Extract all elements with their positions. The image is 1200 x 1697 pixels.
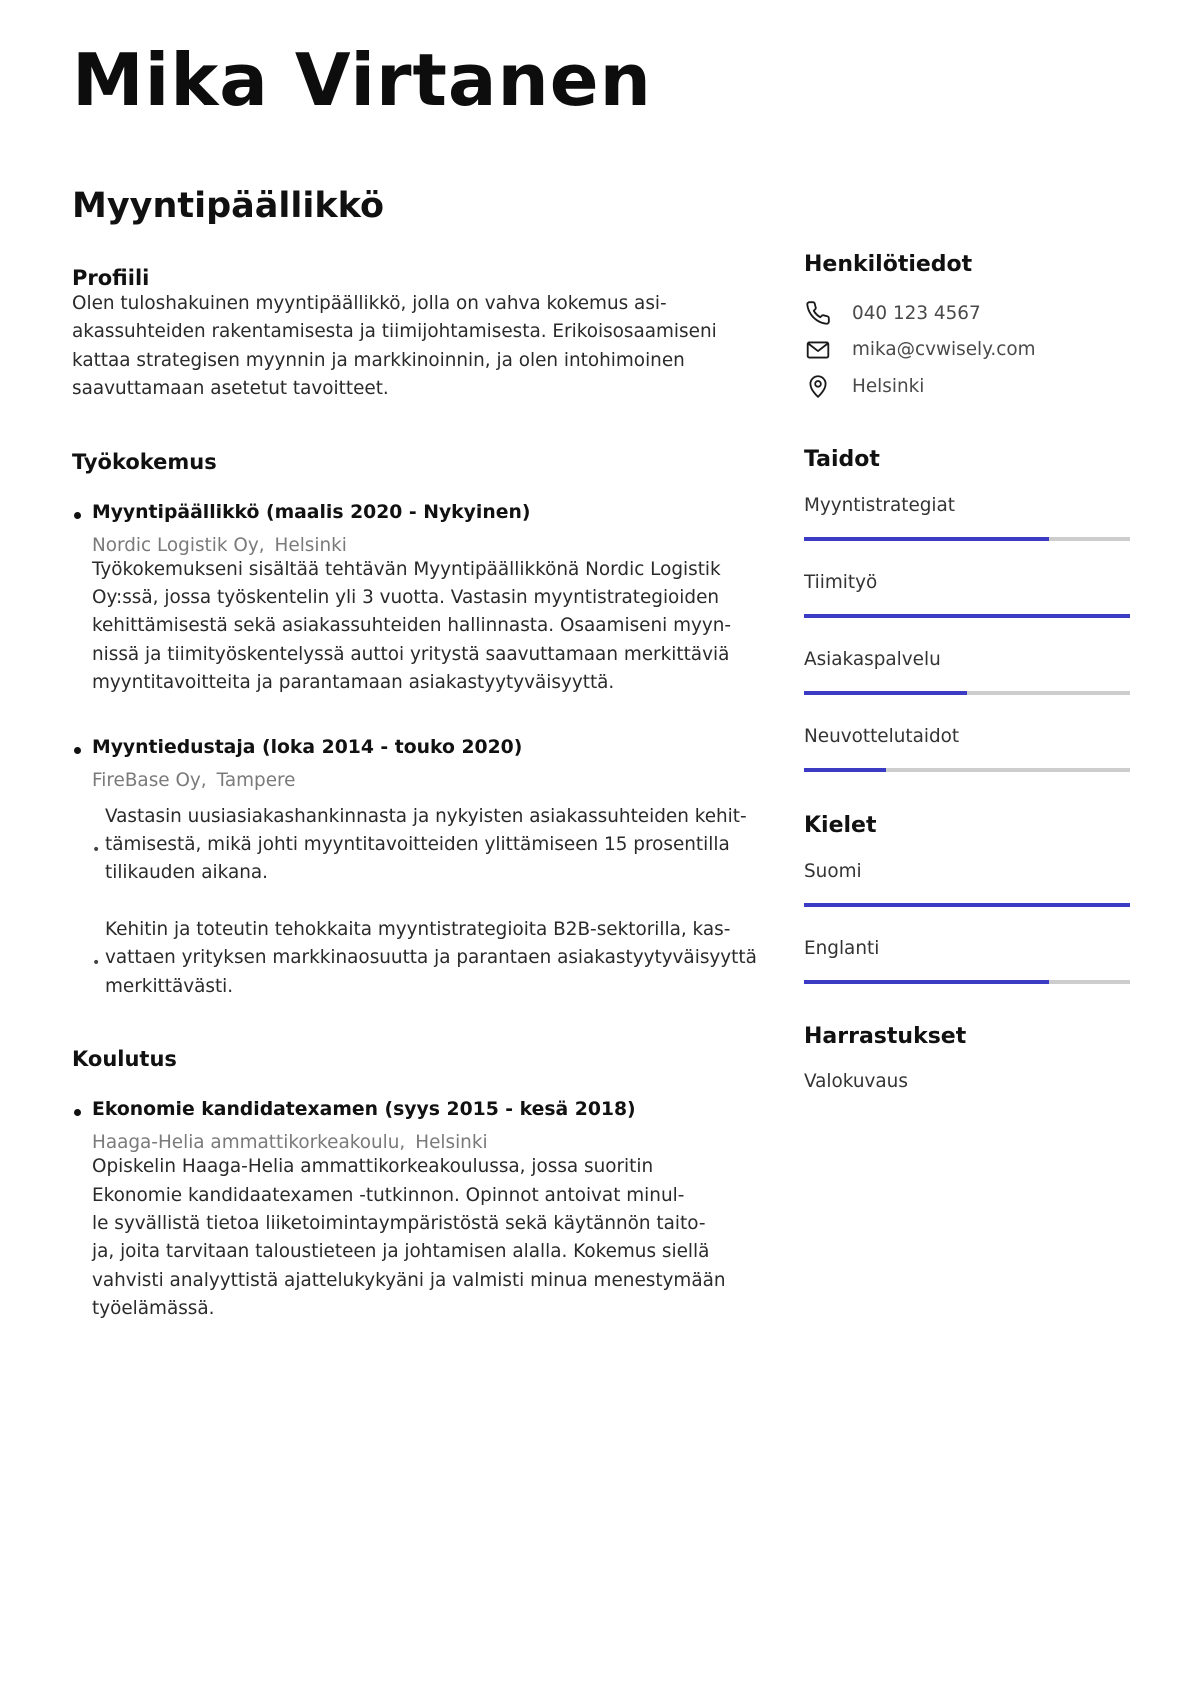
desc-line: vahvisti analyyttistä ajattelukykyäni ja valmisti minua menestymään: [92, 1269, 726, 1291]
work-entry: [92, 502, 762, 698]
achievement-text: [105, 916, 765, 1001]
skill-level-bar: [804, 537, 1130, 541]
job-title: Myyntipäällikkö: [72, 186, 385, 226]
school-name: Haaga-Helia ammattikorkeakoulu,: [92, 1132, 406, 1154]
skill-label: Neuvottelutaidot: [804, 725, 960, 747]
languages-heading: Kielet: [804, 812, 877, 838]
language-level-fill: [804, 903, 1130, 907]
skills-list: [804, 495, 1130, 772]
phone-number: 040 123 4567: [852, 302, 981, 324]
personal-info-section: [804, 252, 1130, 405]
desc-line: vattaen yrityksen markkinaosuutta ja parantaen asiakastyytyväisyyttä: [105, 947, 757, 969]
skill-label: Tiimityö: [804, 571, 878, 593]
skill-item: [804, 572, 1130, 618]
skill-item: [804, 495, 1130, 541]
work-entry: [92, 737, 762, 1001]
desc-line: tämisestä, mikä johti myyntitavoitteiden ylittämiseen 15 prosentilla: [105, 834, 730, 856]
desc-line: nissä ja tiimityöskentelyssä auttoi yritystä saavuttamaan merkittäviä: [92, 643, 730, 665]
company-name: FireBase Oy,: [92, 769, 207, 791]
hobbies-heading: Harrastukset: [804, 1023, 967, 1049]
desc-line: Kehitin ja toteutin tehokkaita myyntistrategioita B2B-sektorilla, kas-: [105, 918, 731, 940]
skills-heading: Taidot: [804, 446, 880, 472]
desc-line: kehittämisestä sekä asiakassuhteiden hallinnasta. Osaamiseni myyn-: [92, 615, 732, 637]
work-location: Tampere: [216, 769, 296, 791]
desc-line: Ekonomie kandidaatexamen -tutkinnon. Opinnot antoivat minul-: [92, 1184, 685, 1206]
education-entry-description: [92, 1153, 742, 1323]
education-entry-title: Ekonomie kandidatexamen (syys 2015 - kesä 2018): [92, 1099, 636, 1121]
language-label: Englanti: [804, 937, 880, 959]
personal-info-heading: Henkilötiedot: [804, 252, 973, 277]
work-entry-description: [92, 556, 742, 698]
desc-line: Opiskelin Haaga-Helia ammattikorkeakoulussa, jossa suoritin: [92, 1156, 654, 1178]
skill-label: Asiakaspalvelu: [804, 648, 941, 670]
achievement-text: [105, 803, 765, 888]
languages-list: [804, 861, 1130, 984]
education-heading: Koulutus: [72, 1047, 177, 1072]
skill-label: Myyntistrategiat: [804, 494, 956, 516]
work-entry-meta: [92, 535, 762, 556]
profile-line: akassuhteiden rakentamisesta ja tiimijohtamisesta. Erikoisosaamiseni: [72, 321, 717, 343]
contact-email: [804, 332, 1130, 369]
person-name: Mika Virtanen: [72, 38, 652, 122]
languages-section: [804, 813, 1130, 984]
desc-line: Oy:ssä, jossa työskentelin yli 3 vuotta. Vastasin myyntistrategioiden: [92, 587, 720, 609]
contact-phone: [804, 295, 1130, 332]
work-location: Helsinki: [274, 534, 347, 556]
city: Helsinki: [852, 375, 925, 397]
profile-line: Olen tuloshakuinen myyntipäällikkö, jolla on vahva kokemus asi-: [72, 293, 667, 314]
education-entry-meta: [92, 1132, 762, 1153]
bullet-dot: [74, 1109, 81, 1116]
hobbies-section: [804, 1024, 1130, 1092]
phone-icon: [804, 299, 832, 327]
language-item: [804, 938, 1130, 984]
skill-item: [804, 649, 1130, 695]
desc-line: ja, joita tarvitaan taloustieteen ja johtamisen alalla. Kokemus siellä: [92, 1241, 710, 1263]
bullet-dot: •: [92, 841, 101, 858]
desc-line: työelämässä.: [92, 1298, 215, 1320]
bullet-dot: [74, 747, 81, 754]
work-heading: Työkokemus: [72, 449, 217, 474]
desc-line: tilikauden aikana.: [105, 862, 269, 884]
skill-level-bar: [804, 691, 1130, 695]
bullet-dot: •: [92, 954, 101, 971]
work-entry-title: Myyntiedustaja (loka 2014 - touko 2020): [92, 736, 523, 758]
skill-item: [804, 726, 1130, 772]
profile-text: [72, 290, 722, 404]
desc-line: Työkokemukseni sisältää tehtävän Myyntipäällikkönä Nordic Logistik: [92, 558, 721, 580]
skill-level-fill: [804, 768, 886, 772]
education-location: Helsinki: [415, 1132, 488, 1154]
desc-line: merkittävästi.: [105, 975, 234, 997]
skills-section: [804, 447, 1130, 772]
profile-section: [72, 266, 762, 404]
language-level-bar: [804, 980, 1130, 984]
sidebar-column: [804, 252, 1130, 1092]
bullet-dot: [74, 512, 81, 519]
hobby-item: Valokuvaus: [804, 1070, 908, 1092]
company-name: Nordic Logistik Oy,: [92, 534, 265, 556]
skill-level-fill: [804, 614, 1130, 618]
skill-level-fill: [804, 537, 1049, 541]
skill-level-bar: [804, 614, 1130, 618]
work-entry-meta: [92, 770, 762, 791]
education-entry: [92, 1099, 762, 1323]
desc-line: myyntitavoitteita ja parantamaan asiakastyytyväisyyttä.: [92, 672, 615, 694]
location-pin-icon: [804, 372, 832, 400]
profile-heading: Profiili: [72, 266, 150, 290]
language-level-fill: [804, 980, 1049, 984]
skill-level-fill: [804, 691, 967, 695]
work-section: [72, 450, 762, 1001]
work-entry-title: Myyntipäällikkö (maalis 2020 - Nykyinen): [92, 501, 531, 523]
main-column: [72, 266, 762, 1324]
profile-line: kattaa strategisen myynnin ja markkinoinnin, ja olen intohimoinen: [72, 349, 685, 371]
profile-line: saavuttamaan asetetut tavoitteet.: [72, 378, 389, 400]
language-label: Suomi: [804, 860, 862, 882]
desc-line: Vastasin uusiasiakashankinnasta ja nykyisten asiakassuhteiden kehit-: [105, 805, 747, 827]
desc-line: le syvällistä tietoa liiketoimintaympäristöstä sekä käytännön taito-: [92, 1212, 706, 1234]
contact-list: [804, 295, 1130, 405]
achievement-item: [92, 803, 765, 888]
education-section: [72, 1047, 762, 1323]
email-address: mika@cvwisely.com: [852, 339, 1036, 361]
language-level-bar: [804, 903, 1130, 907]
achievement-list: [92, 803, 762, 1001]
skill-level-bar: [804, 768, 1130, 772]
contact-city: [804, 368, 1130, 405]
language-item: [804, 861, 1130, 907]
mail-icon: [804, 336, 832, 364]
achievement-item: [92, 916, 765, 1001]
